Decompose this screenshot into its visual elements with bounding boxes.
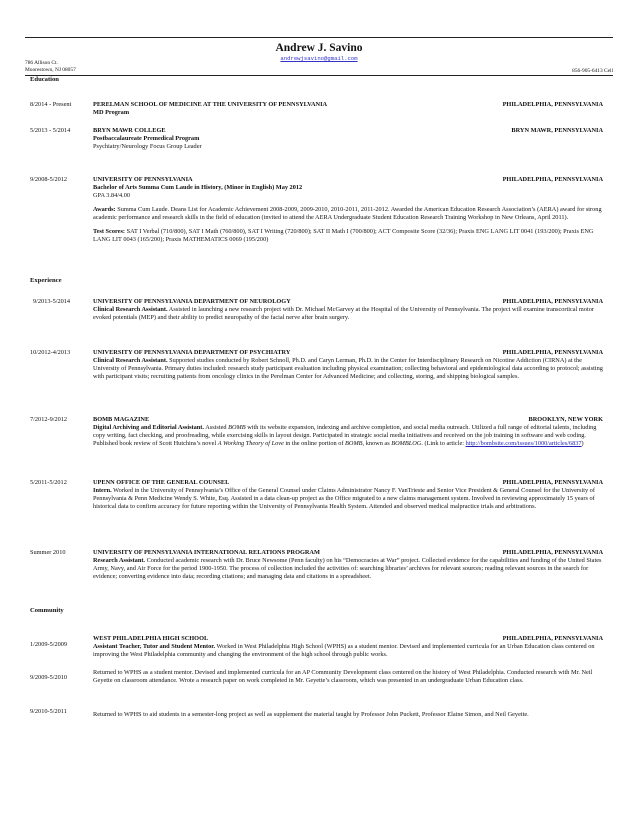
- org-name: PERELMAN SCHOOL OF MEDICINE AT THE UNIVERSITY OF PENNSYLVANIA: [93, 101, 328, 108]
- experience-entry-general-counsel: [93, 479, 603, 511]
- degree: MD Program: [93, 109, 130, 117]
- org-location: BRYN MAWR, PENNSYLVANIA: [511, 127, 603, 134]
- org-name: UPENN OFFICE OF THE GENERAL COUNSEL: [93, 479, 230, 486]
- experience-description: Research Assistant. Conducted academic research with Dr. Bruce Newsome (Penn faculty) on his “Democracies at War” project. Collected evidence for the capabilities and funding of the United States Army, Navy, and Air Force for the period 1900-1950. The process of collection included the activities of: searching libraries’ archives for relevant sources; reading relevant sources in the search for evidence; converting evidence into data; recording citations; and managing data and citations in a spreadsheet.: [93, 557, 602, 581]
- experience-date: 5/2011-5/2012: [30, 479, 67, 486]
- address-line-2: Moorestown, NJ 08057: [25, 66, 76, 73]
- top-rule: [25, 37, 613, 38]
- education-entry-penn-med: [93, 101, 603, 117]
- experience-entry-bomb: [93, 416, 603, 448]
- awards: Awards: Summa Cum Laude. Deans List for Academic Achievement 2008-2009, 2009-2010, 2010-2011, 2011-2012. Awarded the American Education Research Association’s (AERA) award for strong academic performance and research skills in the field of education (invited to attend the AERA Undergraduate Student Education Research Training Workshop in New Orleans, April 2011).: [93, 206, 602, 222]
- org-name: UNIVERSITY OF PENNSYLVANIA INTERNATIONAL RELATIONS PROGRAM: [93, 549, 320, 556]
- community-entry-wphs-3: [93, 711, 603, 719]
- org-name: UNIVERSITY OF PENNSYLVANIA: [93, 176, 193, 183]
- community-date: 9/2009-5/2010: [30, 674, 68, 681]
- phone: 856-905-6413 Cell: [572, 68, 613, 74]
- org-location: PHILADELPHIA, PENNSYLVANIA: [502, 549, 603, 556]
- email-link[interactable]: andrewjsavino@gmail.com: [280, 55, 358, 62]
- education-entry-bryn-mawr: [93, 127, 603, 151]
- org-name: WEST PHILADELPHIA HIGH SCHOOL: [93, 635, 209, 642]
- degree: Bachelor of Arts Summa Cum Laude in History, (Minor in English) May 2012: [93, 184, 303, 192]
- experience-description: Intern. Worked in the University of Pennsylvania’s Office of the General Counsel under Claims Administrator Nancy F. VanTrieste and Senior Vice President & General Counsel for the University of Pennsylvania & Penn Medicine Wendy S. White, Esq. Assisted in a data clean-up project as the Office migrated to a new claims management system. Involved in reviewing approximately 15 years of historical data to confirm accuracy for future reporting within the University of Pennsylvania Health System. Attended and observed medical malpractice trials and arbitrations.: [93, 487, 595, 511]
- org-name: BOMB MAGAZINE: [93, 416, 150, 423]
- org-location: PHILADELPHIA, PENNSYLVANIA: [502, 635, 603, 642]
- community-date: 9/2010-5/2011: [30, 708, 67, 715]
- experience-date: Summer 2010: [30, 549, 66, 556]
- experience-description: Digital Archiving and Editorial Assistant. Assisted BOMB with its website expansion, indexing and archive completion, and social media outreach. Utilized a full range of editorial talents, including copy writing, fact checking, and proofreading, while exercising skills in layout design. Participated in strategic social media initiatives and received on the job training in software and web coding. Published book review of Scott Hutchins’s novel A Working Theory of Love in the online portion of BOMB, known as BOMBLOG. (Link to article: http://bombsite.com/issues/1000/articles/6837): [93, 424, 597, 448]
- experience-date: 10/2012-4/2013: [30, 349, 71, 356]
- experience-entry-international-relations: [93, 549, 603, 581]
- address: [25, 60, 76, 74]
- org-location: PHILADELPHIA, PENNSYLVANIA: [502, 479, 603, 486]
- org-location: BROOKLYN, NEW YORK: [528, 416, 603, 423]
- section-community: Community: [30, 607, 64, 614]
- experience-date: 9/2013-5/2014: [33, 298, 71, 305]
- education-date: 5/2013 - 5/2014: [30, 127, 71, 134]
- experience-entry-psychiatry: [93, 349, 603, 381]
- community-description: Returned to WPHS to aid students in a semester-long project as well as supplement the material taught by Professor John Puckett, Professor Elaine Simon, and Neil Geyette.: [93, 711, 529, 718]
- org-location: PHILADELPHIA, PENNSYLVANIA: [502, 298, 603, 305]
- community-entry-wphs: [93, 635, 603, 659]
- experience-date: 7/2012-9/2012: [30, 416, 68, 423]
- focus-group: Psychiatry/Neurology Focus Group Leader: [93, 143, 202, 151]
- org-location: PHILADELPHIA, PENNSYLVANIA: [502, 176, 603, 183]
- experience-description: Clinical Research Assistant. Assisted in launching a new research project with Dr. Michael McGarvey at the Hospital of the University of Pennsylvania. The project will examine transcortical motor evoked potentials (MEP) and their ability to predict neuropathy of the facial nerve after brain surgery.: [93, 306, 594, 322]
- community-description: Assistant Teacher, Tutor and Student Mentor. Worked in West Philadelphia High School (WPHS) as a student mentor. Devised and implemented curricula for an Urban Education class centered on improving the West Philadelphia community and changing the environment of the high school through public works.: [93, 643, 595, 659]
- address-line-1: 786 Allison Ct.: [25, 60, 58, 66]
- org-location: PHILADELPHIA, PENNSYLVANIA: [502, 349, 603, 356]
- degree: Postbaccalaureate Premedical Program: [93, 135, 200, 143]
- experience-entry-neurology: [93, 298, 603, 322]
- org-name: UNIVERSITY OF PENNSYLVANIA DEPARTMENT OF NEUROLOGY: [93, 298, 291, 305]
- header-rule: [25, 75, 613, 76]
- gpa: GPA 3.84/4.00: [93, 192, 131, 200]
- section-education: Education: [30, 76, 59, 83]
- education-date: 8/2014 - Present: [30, 101, 72, 108]
- org-location: PHILADELPHIA, PENNSYLVANIA: [502, 101, 603, 108]
- experience-description: Clinical Research Assistant. Supported studies conducted by Robert Schnoll, Ph.D. and Caryn Lerman, Ph.D. in the Center for Interdisciplinary Research on Nicotine Addiction (CIRNA) at the University of Pennsylvania. Primary duties included: research study participant evaluation including physical examination; collecting behavioral and epidemiological data according to protocol; assisting with participant visits; recruiting patients from oncology clinics in the Perelman Center for Advanced Medicine; and collecting, storing, and shipping biological samples.: [93, 357, 603, 381]
- community-entry-wphs-2: [93, 669, 603, 685]
- community-date: 1/2009-5/2009: [30, 641, 68, 648]
- section-experience: Experience: [30, 277, 62, 284]
- education-entry-upenn: [93, 176, 603, 244]
- org-name: BRYN MAWR COLLEGE: [93, 127, 166, 134]
- education-date: 9/2008-5/2012: [30, 176, 68, 183]
- test-scores: Test Scores: SAT I Verbal (710/800), SAT I Math (760/800), SAT I Writing (720/800); SAT II Math I (700/800); ACT Composite Score (32/36); Praxis ENG LANG LIT 0041 (193/200); Praxis ENG LANG LIT 0043 (165/200); Praxis MATHEMATICS 0069 (195/200): [93, 228, 594, 244]
- community-description: Returned to WPHS as a student mentor. Devised and implemented curricula for an AP Community Development class centered on the history of West Philadelphia. Conducted research with Mr. Neil Geyette on classroom attendance. Wrote a research paper on work completed in Mr. Geyette’s classroom, which was presented in an undergraduate Urban Education class.: [93, 669, 593, 685]
- article-link[interactable]: http://bombsite.com/issues/1000/articles/6837: [465, 440, 582, 448]
- resume-name: Andrew J. Savino: [275, 42, 363, 54]
- org-name: UNIVERSITY OF PENNSYLVANIA DEPARTMENT OF PSYCHIATRY: [93, 349, 291, 356]
